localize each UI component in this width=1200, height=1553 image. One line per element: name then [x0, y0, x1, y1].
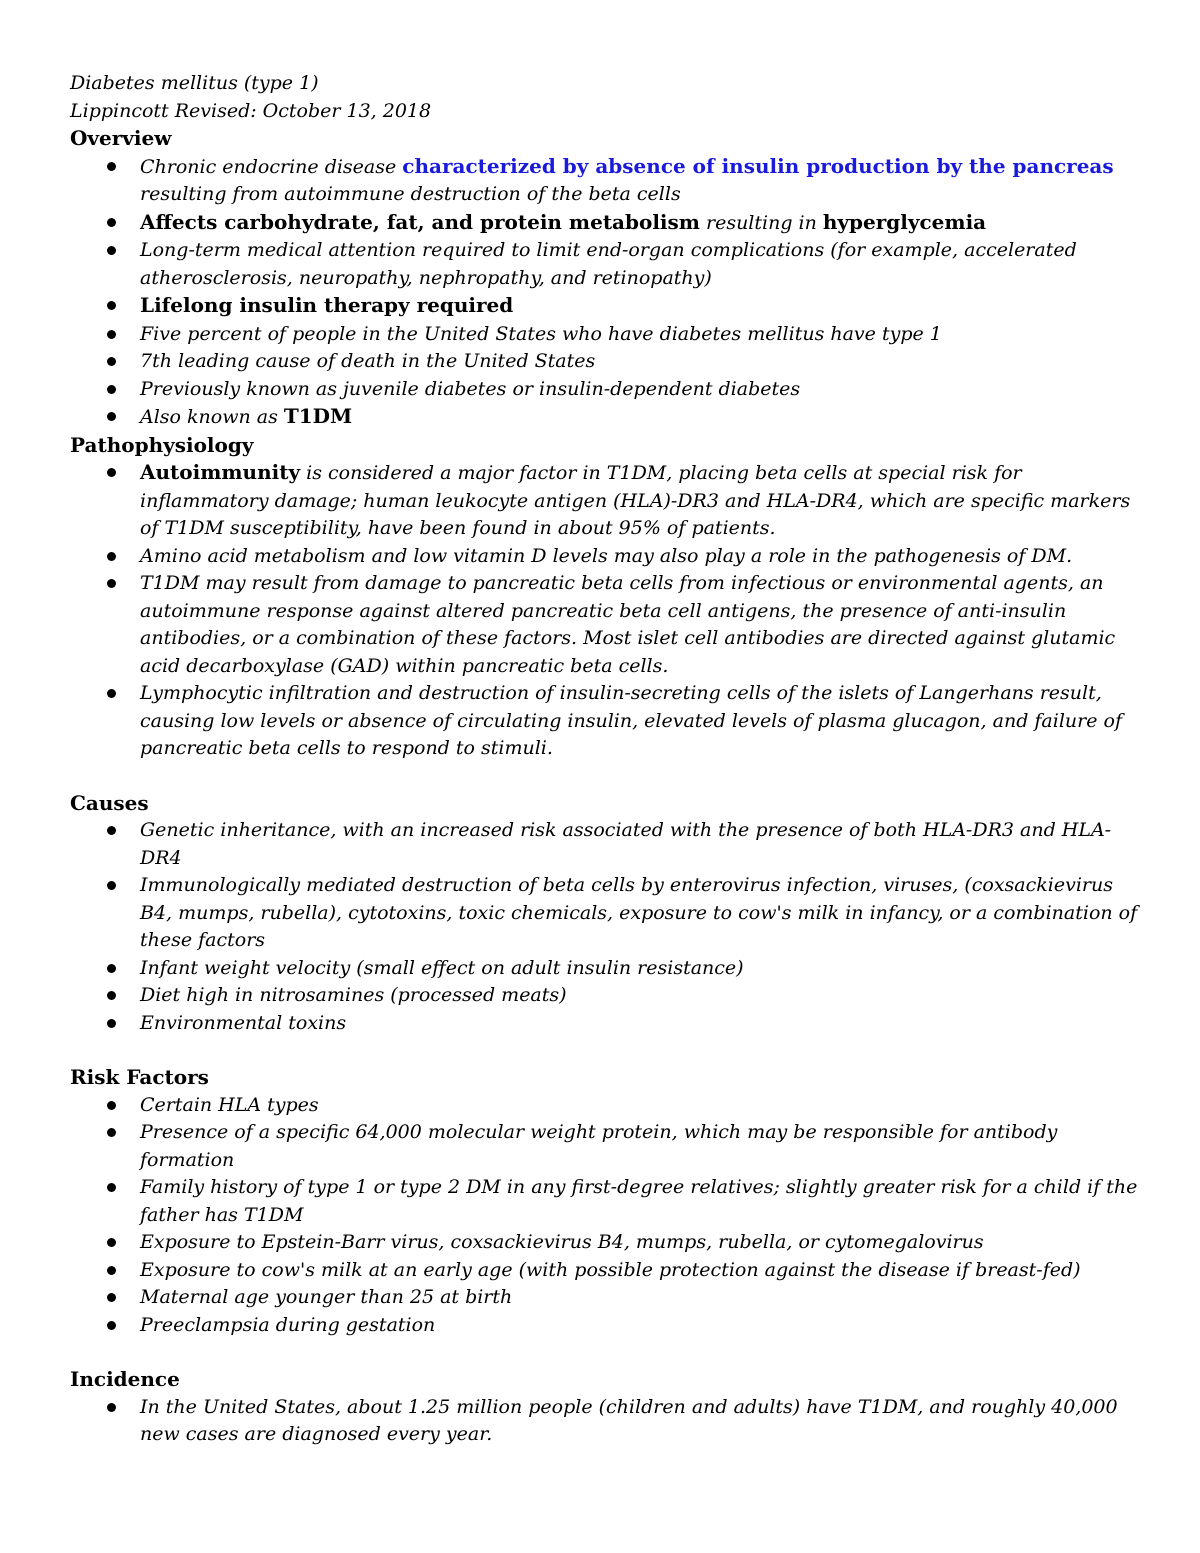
bullet-icon	[107, 1266, 116, 1275]
incidence-heading: Incidence	[70, 1367, 180, 1391]
causes-list	[70, 817, 1140, 1037]
text-span: Certain HLA types	[140, 1093, 319, 1116]
text-span: Genetic inheritance, with an increased risk associated with the presence of both HLA-DR3 and HLA-DR4	[140, 819, 1112, 869]
text-span: Lymphocytic infiltration and destruction of insulin-secreting cells of the islets of Langerhans result, causing low levels or absence of circulating insulin, elevated levels of plasma glucagon, and failure of pancreatic beta cells to respond to stimuli.	[140, 682, 1122, 759]
text-span: Long-term medical attention required to limit end-organ complications (for example, accelerated atherosclerosis, neuropathy, nephropathy, and retinopathy)	[140, 239, 1077, 289]
bullet-icon	[107, 991, 116, 1000]
bold-text: hyperglycemia	[822, 209, 987, 234]
document-page	[70, 70, 1140, 1449]
bold-text: Autoimmunity	[140, 460, 301, 484]
list-item	[70, 1010, 1140, 1038]
bullet-icon	[107, 579, 116, 588]
text-span: 7th leading cause of death in the United States	[140, 350, 596, 372]
text-span: Diet high in nitrosamines (processed meats)	[140, 984, 567, 1006]
risk-factors-heading: Risk Factors	[70, 1065, 209, 1089]
bold-text: T1DM	[283, 404, 353, 428]
list-item	[70, 1284, 1140, 1312]
text-span: Presence of a specific 64,000 molecular weight protein, which may be responsible for antibody formation	[140, 1121, 1058, 1171]
list-item	[70, 1257, 1140, 1285]
text-span: Preeclampsia during gestation	[140, 1313, 436, 1336]
list-item	[70, 459, 1140, 543]
bold-text: Lifelong insulin therapy required	[140, 293, 514, 317]
text-span: Chronic endocrine disease	[140, 155, 403, 178]
pathophysiology-list	[70, 459, 1140, 763]
text-span: resulting in	[699, 211, 823, 234]
text-span: Immunologically mediated destruction of beta cells by enterovirus infection, viruses, (coxsackievirus B4, mumps, rubella), cytotoxins, toxic chemicals, exposure to cow's milk in infancy, or a combination of these factors	[140, 874, 1138, 951]
list-item	[70, 817, 1140, 872]
list-item	[70, 1394, 1140, 1449]
text-span: is considered a major factor in T1DM, placing beta cells at special risk for inflammatory damage; human leukocyte antigen (HLA)-DR3 and HLA-DR4, which are specific markers of T1DM susceptibility, have been found in about 95% of patients.	[140, 462, 1131, 539]
bold-text: Affects carbohydrate, fat, and protein metabolism	[140, 209, 700, 234]
list-item	[70, 292, 1140, 321]
list-item	[70, 680, 1140, 763]
bullet-icon	[107, 1128, 116, 1137]
bullet-icon	[107, 1321, 116, 1330]
text-span: Family history of type 1 or type 2 DM in any first-degree relatives; slightly greater risk for a child if the father has T1DM	[140, 1176, 1138, 1226]
pathophysiology-heading: Pathophysiology	[70, 432, 254, 457]
causes-heading: Causes	[70, 790, 149, 815]
list-item	[70, 570, 1140, 680]
bullet-icon	[107, 357, 116, 366]
text-span: Five percent of people in the United States who have diabetes mellitus have type 1	[140, 322, 942, 345]
text-span: In the United States, about 1.25 million people (children and adults) have T1DM, and roughly 40,000 new cases are diagnosed every year.	[140, 1395, 1118, 1445]
list-item	[70, 1119, 1140, 1174]
list-item	[70, 1092, 1140, 1120]
section-spacer	[70, 1339, 1140, 1366]
incidence-list	[70, 1394, 1140, 1449]
text-span: Exposure to cow's milk at an early age (with possible protection against the disease if breast-fed)	[140, 1258, 1081, 1281]
overview-list	[70, 153, 1140, 432]
section-spacer	[70, 763, 1140, 790]
bullet-icon	[107, 246, 116, 255]
text-span: Amino acid metabolism and low vitamin D levels may also play a role in the pathogenesis of DM.	[140, 544, 1073, 567]
highlight-text: characterized by absence of insulin production by the pancreas	[402, 153, 1114, 178]
revision-line: Lippincott Revised: October 13, 2018	[70, 99, 432, 122]
section-spacer	[70, 1037, 1140, 1064]
list-item	[70, 543, 1140, 571]
list-item	[70, 403, 1140, 432]
text-span: Maternal age younger than 25 at birth	[140, 1286, 513, 1308]
bullet-icon	[107, 689, 116, 698]
list-item	[70, 348, 1140, 376]
list-item	[70, 982, 1140, 1010]
list-item	[70, 1312, 1140, 1340]
list-item	[70, 1174, 1140, 1229]
bullet-icon	[107, 1293, 116, 1302]
text-span: Exposure to Epstein-Barr virus, coxsackievirus B4, mumps, rubella, or cytomegalovirus	[140, 1231, 984, 1253]
bullet-icon	[107, 385, 116, 394]
bullet-icon	[107, 1101, 116, 1110]
bullet-icon	[107, 330, 116, 339]
list-item	[70, 376, 1140, 404]
text-span: Infant weight velocity (small effect on adult insulin resistance)	[140, 956, 744, 979]
risk-factors-list	[70, 1092, 1140, 1340]
list-item	[70, 1229, 1140, 1257]
list-item	[70, 872, 1140, 955]
list-item	[70, 209, 1140, 238]
list-item	[70, 321, 1140, 349]
bullet-icon	[107, 162, 116, 171]
bullet-icon	[107, 826, 116, 835]
bullet-icon	[107, 1403, 116, 1412]
text-span: Also known as	[140, 406, 284, 428]
bullet-icon	[107, 881, 116, 890]
text-span: T1DM may result from damage to pancreatic beta cells from infectious or environmental agents, an autoimmune response against altered pancreatic beta cell antigens, the presence of anti-insulin antibodies, or a combination of these factors. Most islet cell antibodies are directed against glutamic acid decarboxylase (GAD) within pancreatic beta cells.	[140, 572, 1116, 677]
bullet-icon	[107, 468, 116, 477]
list-item	[70, 955, 1140, 983]
list-item	[70, 153, 1140, 209]
text-span: Previously known as juvenile diabetes or insulin-dependent diabetes	[140, 377, 801, 400]
bullet-icon	[107, 964, 116, 973]
bullet-icon	[107, 1183, 116, 1192]
text-span: Environmental toxins	[140, 1011, 347, 1034]
list-item	[70, 237, 1140, 292]
bullet-icon	[107, 412, 116, 421]
bullet-icon	[107, 1019, 116, 1028]
bullet-icon	[107, 1238, 116, 1247]
bullet-icon	[107, 552, 116, 561]
text-span: resulting from autoimmune destruction of the beta cells	[140, 183, 681, 205]
overview-heading: Overview	[70, 126, 172, 150]
bullet-icon	[107, 218, 116, 227]
bullet-icon	[107, 301, 116, 310]
document-title: Diabetes mellitus (type 1)	[70, 72, 319, 94]
